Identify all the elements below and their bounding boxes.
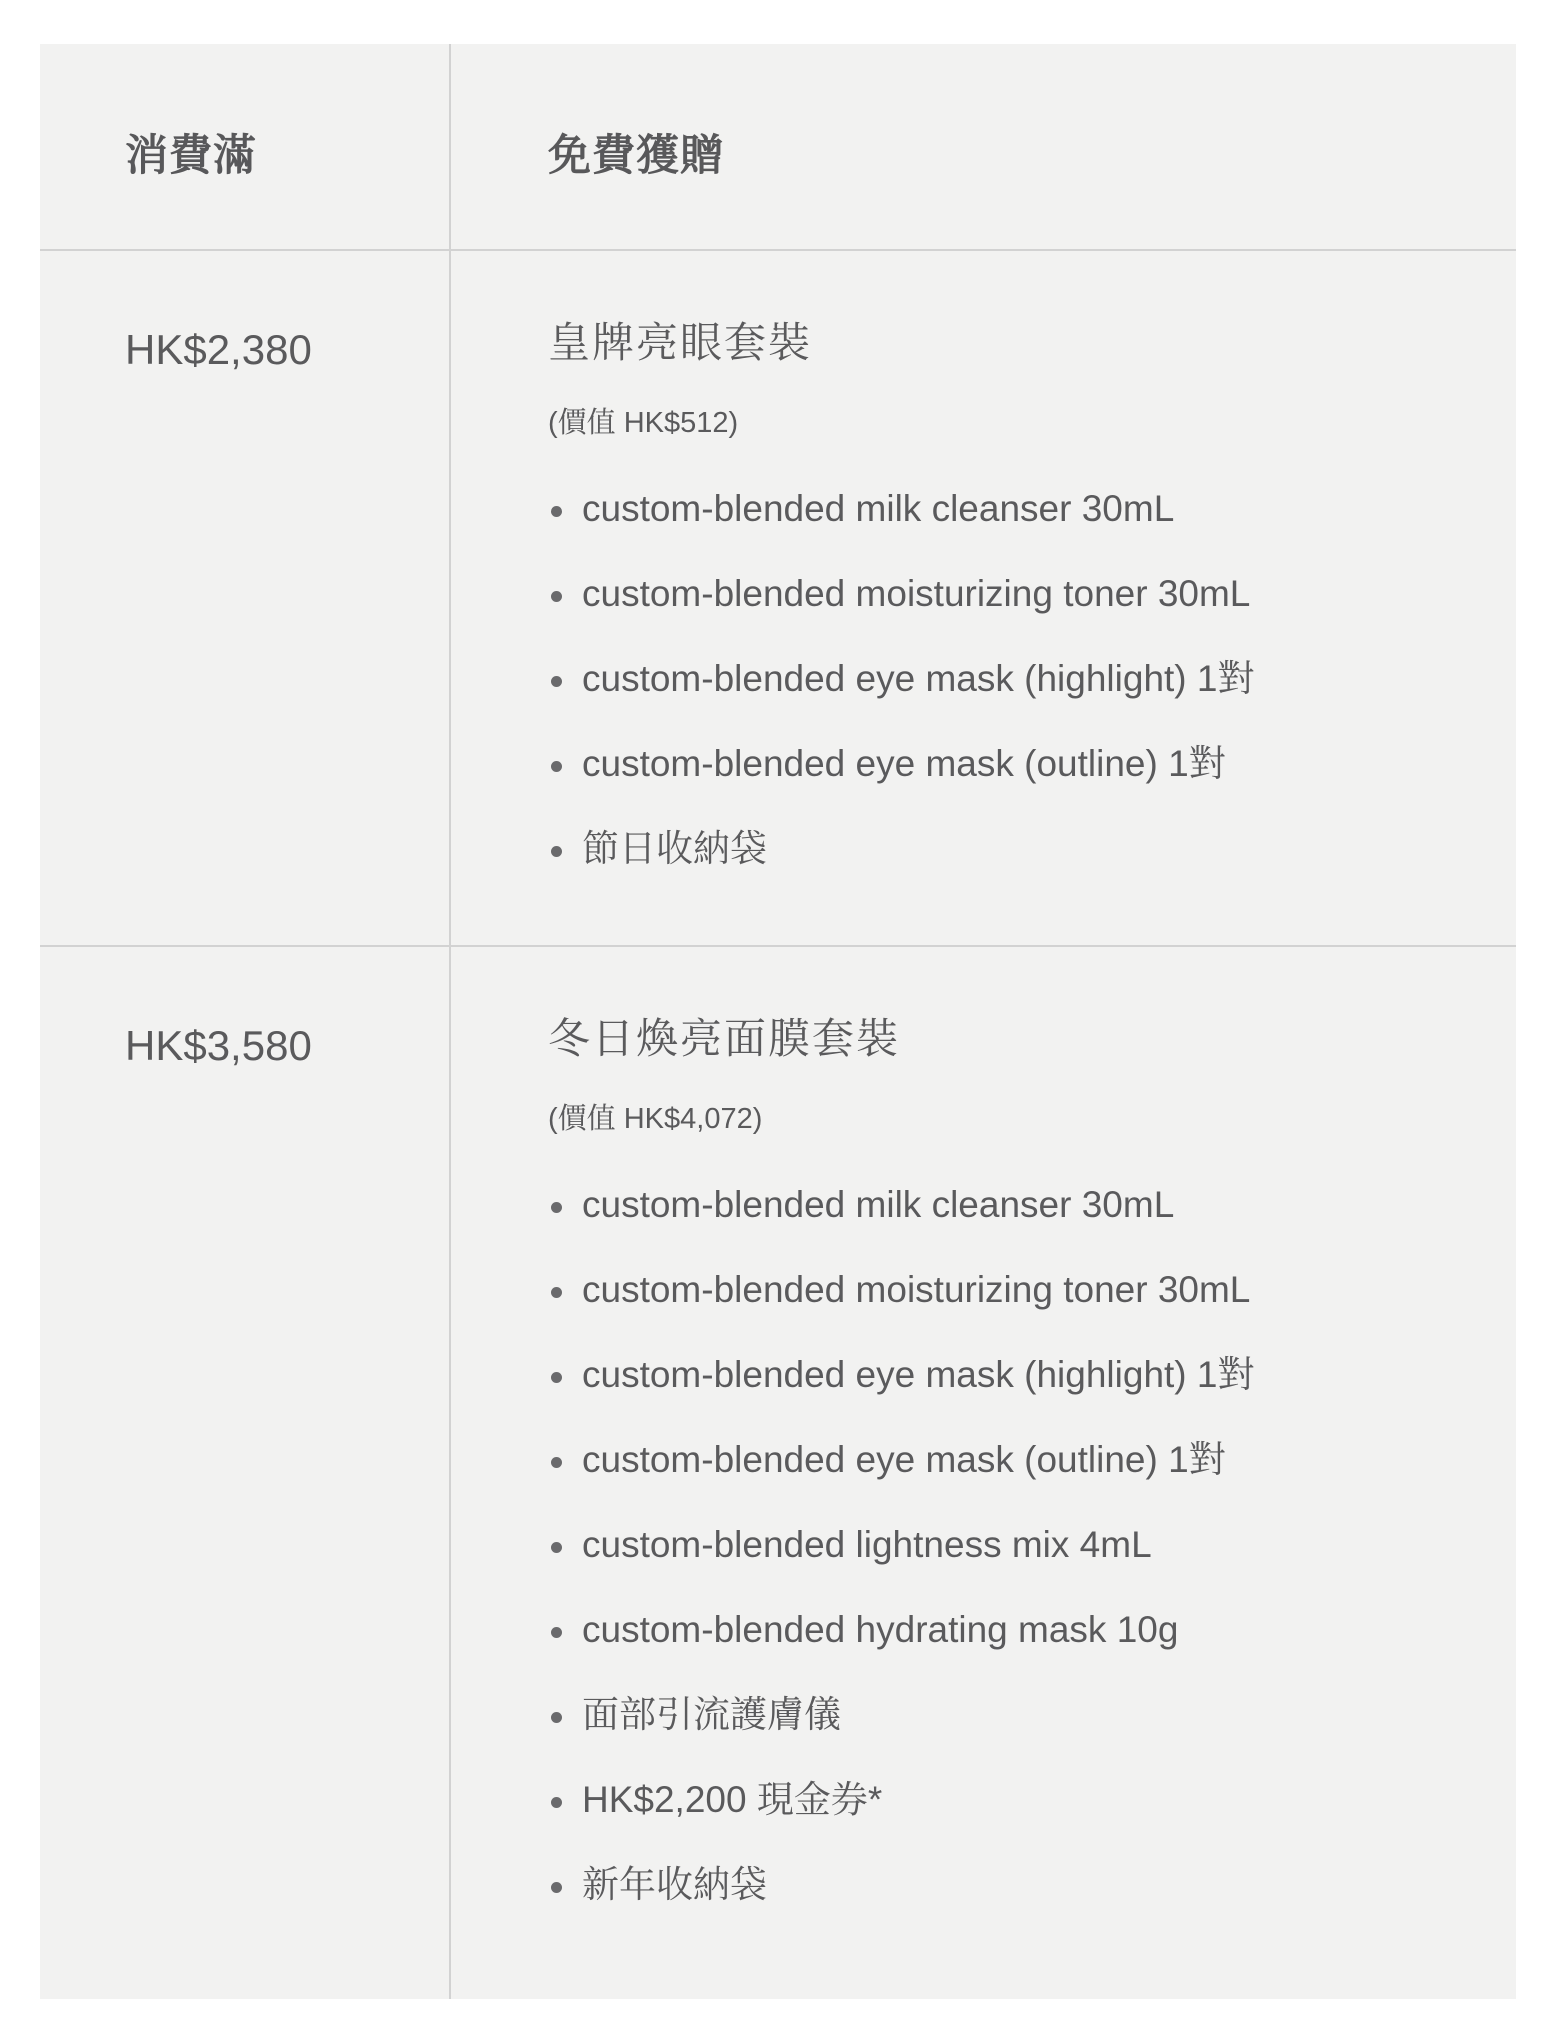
list-item: custom-blended milk cleanser 30mL (548, 490, 1468, 575)
bullet-icon (551, 591, 562, 602)
bullet-icon (551, 846, 562, 857)
tier-1-price: HK$2,380 (125, 326, 312, 373)
bullet-icon (551, 1712, 562, 1723)
list-item: 面部引流護膚儀 (548, 1696, 1468, 1781)
tier-2-price: HK$3,580 (125, 1022, 312, 1069)
bullet-icon (551, 1287, 562, 1298)
list-item: custom-blended moisturizing toner 30mL (548, 1271, 1468, 1356)
tier-2-gift (548, 1015, 1468, 1951)
bullet-icon (551, 1797, 562, 1808)
tier-2-item-list (548, 1186, 1468, 1951)
list-item: custom-blended eye mask (outline) 1對 (548, 1441, 1468, 1526)
bullet-icon (551, 1202, 562, 1213)
list-item: custom-blended eye mask (highlight) 1對 (548, 1356, 1468, 1441)
bullet-icon (551, 1372, 562, 1383)
list-item: custom-blended eye mask (highlight) 1對 (548, 660, 1468, 745)
bullet-icon (551, 1627, 562, 1638)
bullet-icon (551, 761, 562, 772)
list-item: custom-blended hydrating mask 10g (548, 1611, 1468, 1696)
bullet-icon (551, 1457, 562, 1468)
gift-table (40, 44, 1516, 1999)
tier-1-item-list (548, 490, 1468, 915)
list-item: 新年收納袋 (548, 1866, 1468, 1951)
header-spend: 消費滿 (125, 132, 257, 180)
header-gift: 免費獲贈 (548, 132, 724, 180)
tier-1-value: (價值 HK$512) (548, 407, 739, 439)
header-divider (40, 249, 1516, 251)
list-item: custom-blended milk cleanser 30mL (548, 1186, 1468, 1271)
column-divider (449, 44, 451, 1999)
tier-1-title: 皇牌亮眼套裝 (548, 319, 813, 366)
tier-2-title: 冬日煥亮面膜套裝 (548, 1015, 901, 1062)
list-item: custom-blended moisturizing toner 30mL (548, 575, 1468, 660)
tier-2-value: (價值 HK$4,072) (548, 1103, 763, 1135)
row-divider (40, 945, 1516, 947)
list-item: custom-blended lightness mix 4mL (548, 1526, 1468, 1611)
list-item: HK$2,200 現金券* (548, 1781, 1468, 1866)
bullet-icon (551, 676, 562, 687)
bullet-icon (551, 506, 562, 517)
list-item: 節日收納袋 (548, 830, 1468, 915)
tier-1-gift (548, 319, 1468, 915)
bullet-icon (551, 1882, 562, 1893)
bullet-icon (551, 1542, 562, 1553)
list-item: custom-blended eye mask (outline) 1對 (548, 745, 1468, 830)
